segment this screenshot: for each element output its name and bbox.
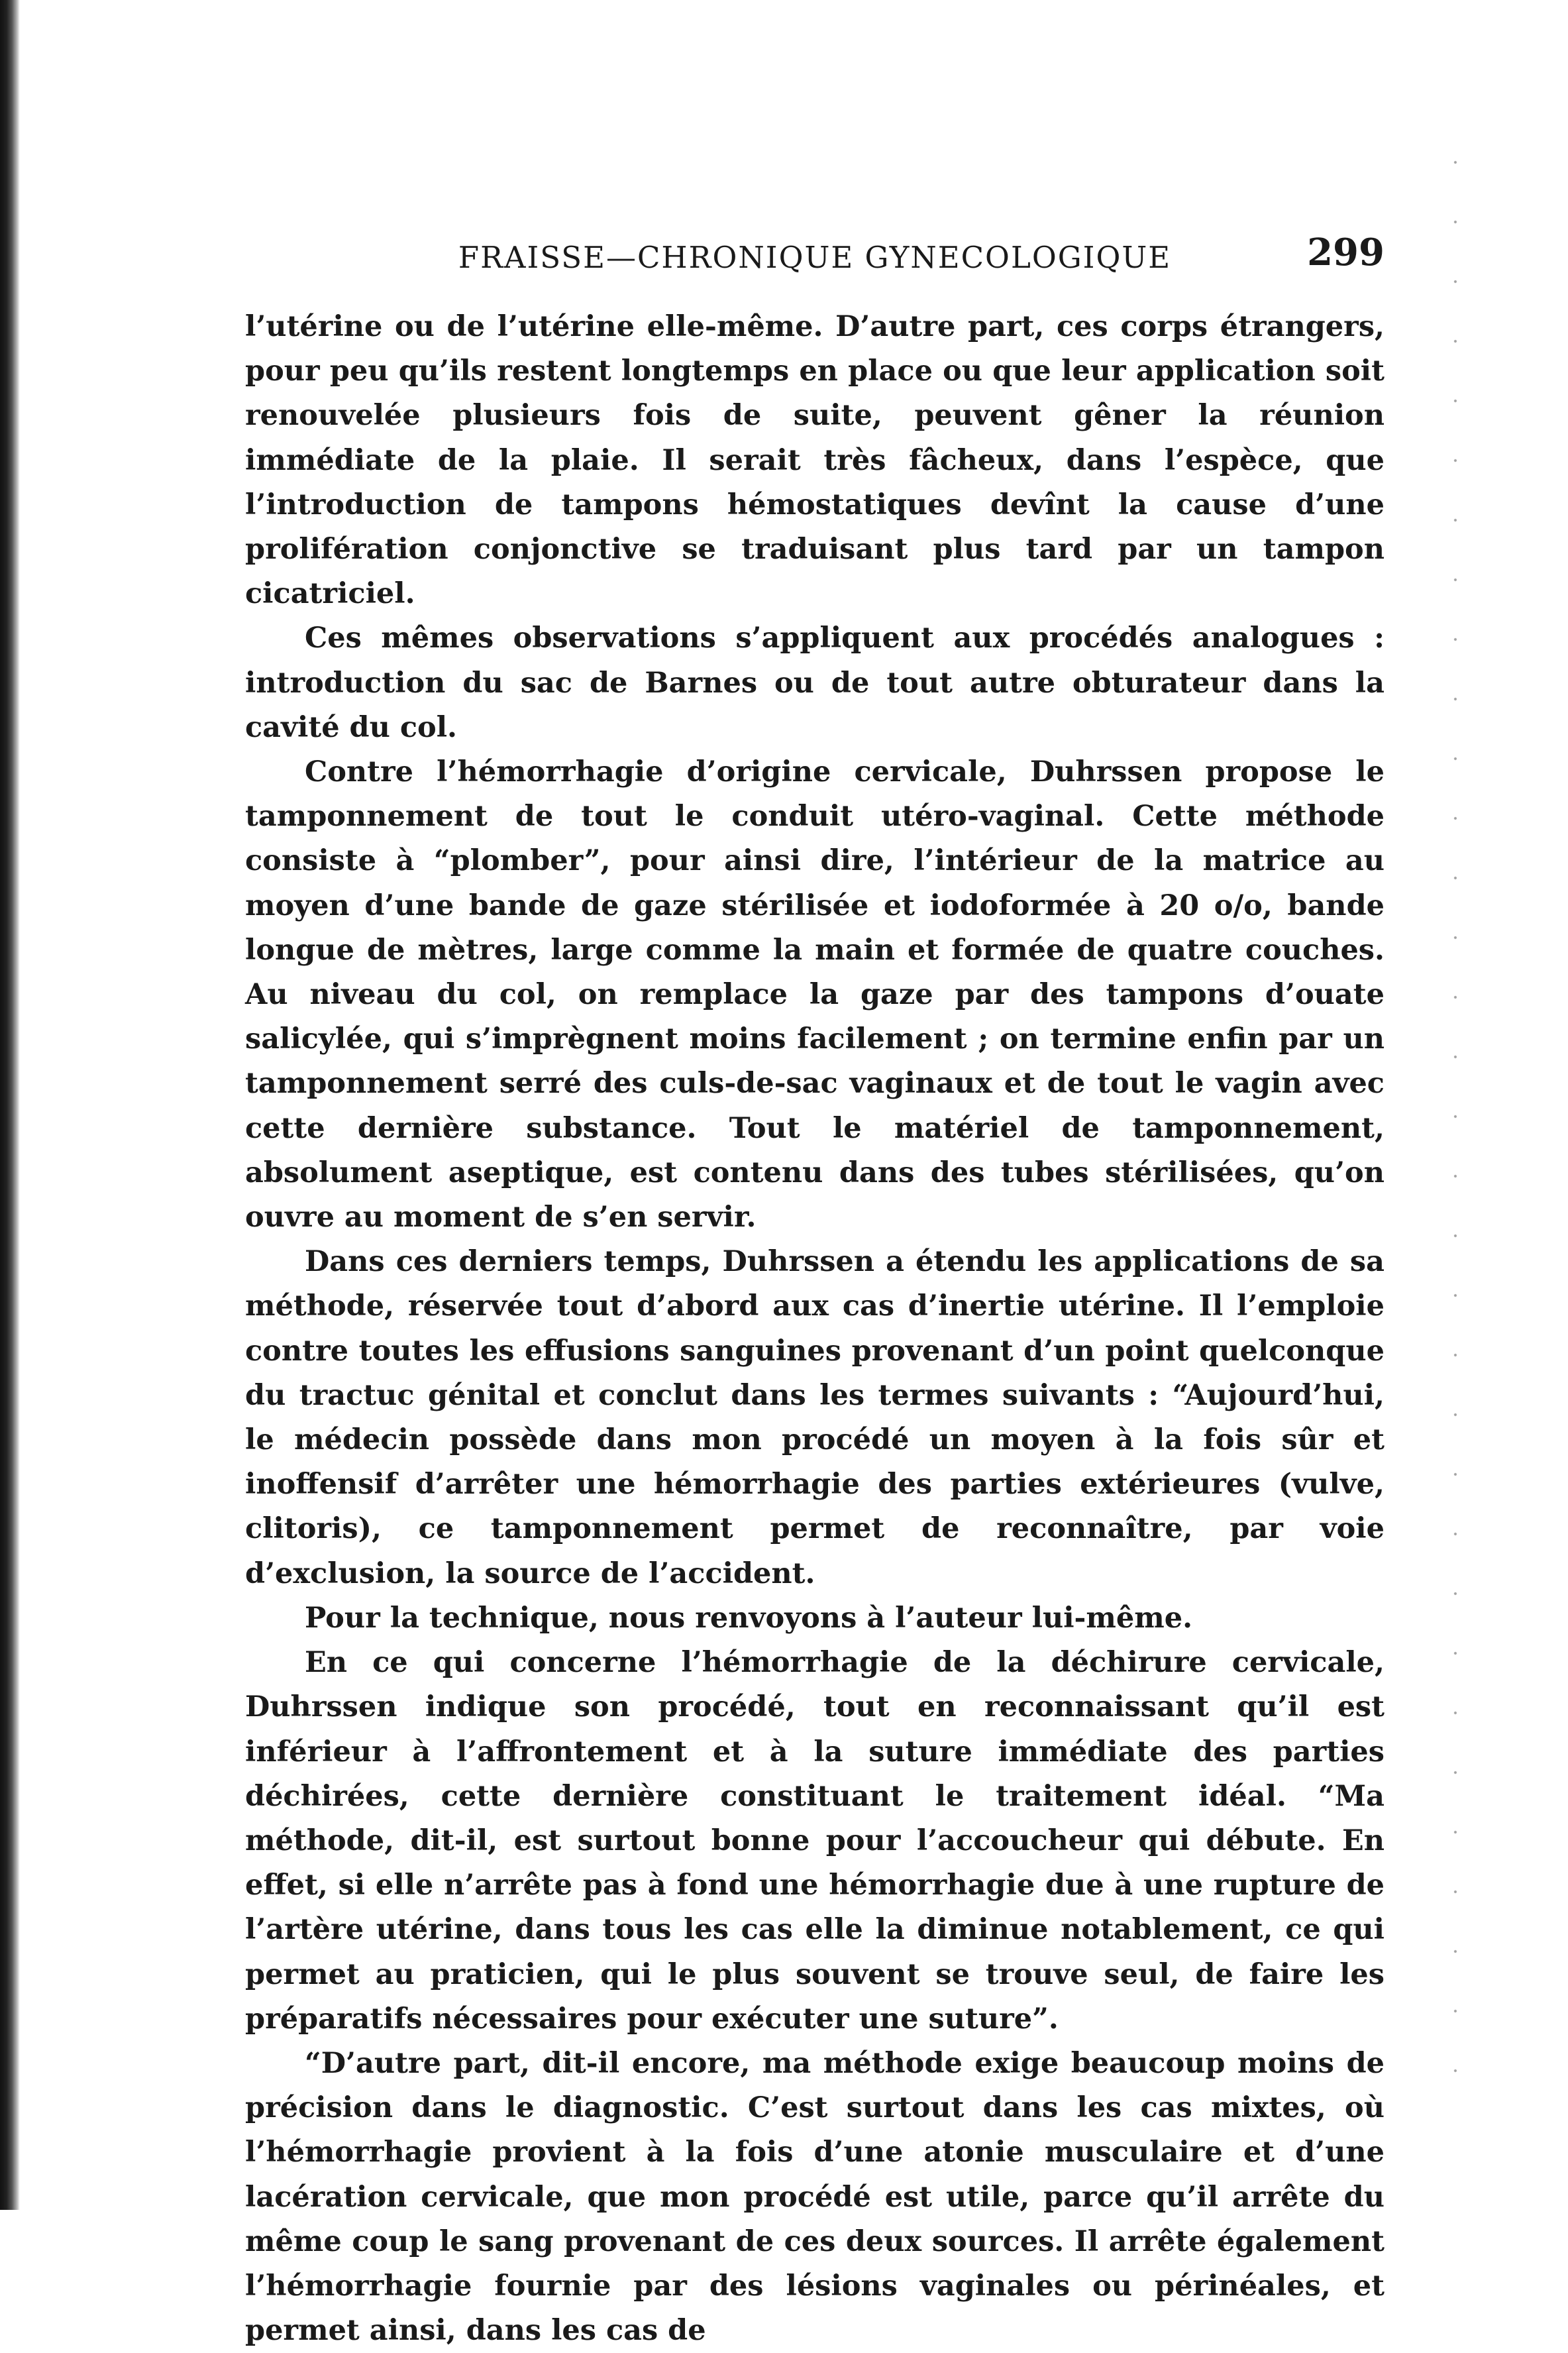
- page-number: 299: [1307, 231, 1385, 274]
- paragraph: “D’autre part, dit-il encore, ma méthode exige beaucoup moins de précision dans le diagnostic. C’est surtout dans les cas mixtes, où l’hémorrhagie provient à la fois d’une atonie musculaire et d’une lacération cervicale, que mon procédé est utile, parce qu’il arrête du même coup le sang provenant de ces deux sources. Il arrête également l’hémorrhagie fournie par des lésions vaginales ou périnéales, et permet ainsi, dans les cas de: [245, 2046, 1385, 2348]
- paragraph: Dans ces derniers temps, Duhrssen a étendu les applications de sa méthode, réservée tout d’abord aux cas d’inertie utérine. Il l’emploie contre toutes les effusions sanguines provenant d’un point quelconque du tractuc génital et conclut dans les termes suivants : “Aujourd’hui, le médecin possède dans mon procédé un moyen à la fois sûr et inoffensif d’arrêter une hémorrhagie des parties extérieures (vulve, clitoris), ce tamponnement permet de reconnaître, par voie d’exclusion, la source de l’accident.: [245, 1245, 1385, 1590]
- paragraph: Pour la technique, nous renvoyons à l’auteur lui-même.: [305, 1601, 1193, 1635]
- paragraph: l’utérine ou de l’utérine elle-même. D’autre part, ces corps étrangers, pour peu qu’ils restent longtemps en place ou que leur application soit renouvelée plusieurs fois de suite, peuvent gêner la réunion immédiate de la plaie. Il serait très fâcheux, dans l’espèce, que l’introduction de tampons hémostatiques devînt la cause d’une prolifération conjonctive se traduisant plus tard par un tampon cicatriciel.: [245, 310, 1385, 611]
- scan-binding-edge: [0, 0, 20, 2210]
- paragraph: Contre l’hémorrhagie d’origine cervicale, Duhrssen propose le tamponnement de tout le conduit utéro-vaginal. Cette méthode consiste à “plomber”, pour ainsi dire, l’intérieur de la matrice au moyen d’une bande de gaze stérilisée et iodoformée à 20 o/o, bande longue de mètres, large comme la main et formée de quatre couches. Au niveau du col, on remplace la gaze par des tampons d’ouate salicylée, qui s’imprègnent moins facilement ; on termine enfin par un tamponnement serré des culs-de-sac vaginaux et de tout le vagin avec cette dernière substance. Tout le matériel de tamponnement, absolument aseptique, est contenu dans des tubes stérilisées, qu’on ouvre au moment de s’en servir.: [245, 755, 1385, 1234]
- page-body: [245, 305, 1385, 2353]
- paragraph: En ce qui concerne l’hémorrhagie de la déchirure cervicale, Duhrssen indique son procédé, tout en reconnaissant qu’il est inférieur à l’affrontement et à la suture immédiate des parties déchirées, cette dernière constituant le traitement idéal. “Ma méthode, dit-il, est surtout bonne pour l’accoucheur qui débute. En effet, si elle n’arrête pas à fond une hémorrhagie due à une rupture de l’artère utérine, dans tous les cas elle la diminue notablement, ce qui permet au praticien, qui le plus souvent se trouve seul, de faire les préparatifs nécessaires pour exécuter une suture”.: [245, 1646, 1385, 2036]
- scan-noise: [1442, 133, 1469, 2120]
- page-header: [245, 231, 1385, 290]
- paragraph: Ces mêmes observations s’appliquent aux procédés analogues : introduction du sac de Barnes ou de tout autre obturateur dans la cavité du col.: [245, 622, 1385, 744]
- running-title: FRAISSE—CHRONIQUE GYNECOLOGIQUE: [458, 240, 1172, 275]
